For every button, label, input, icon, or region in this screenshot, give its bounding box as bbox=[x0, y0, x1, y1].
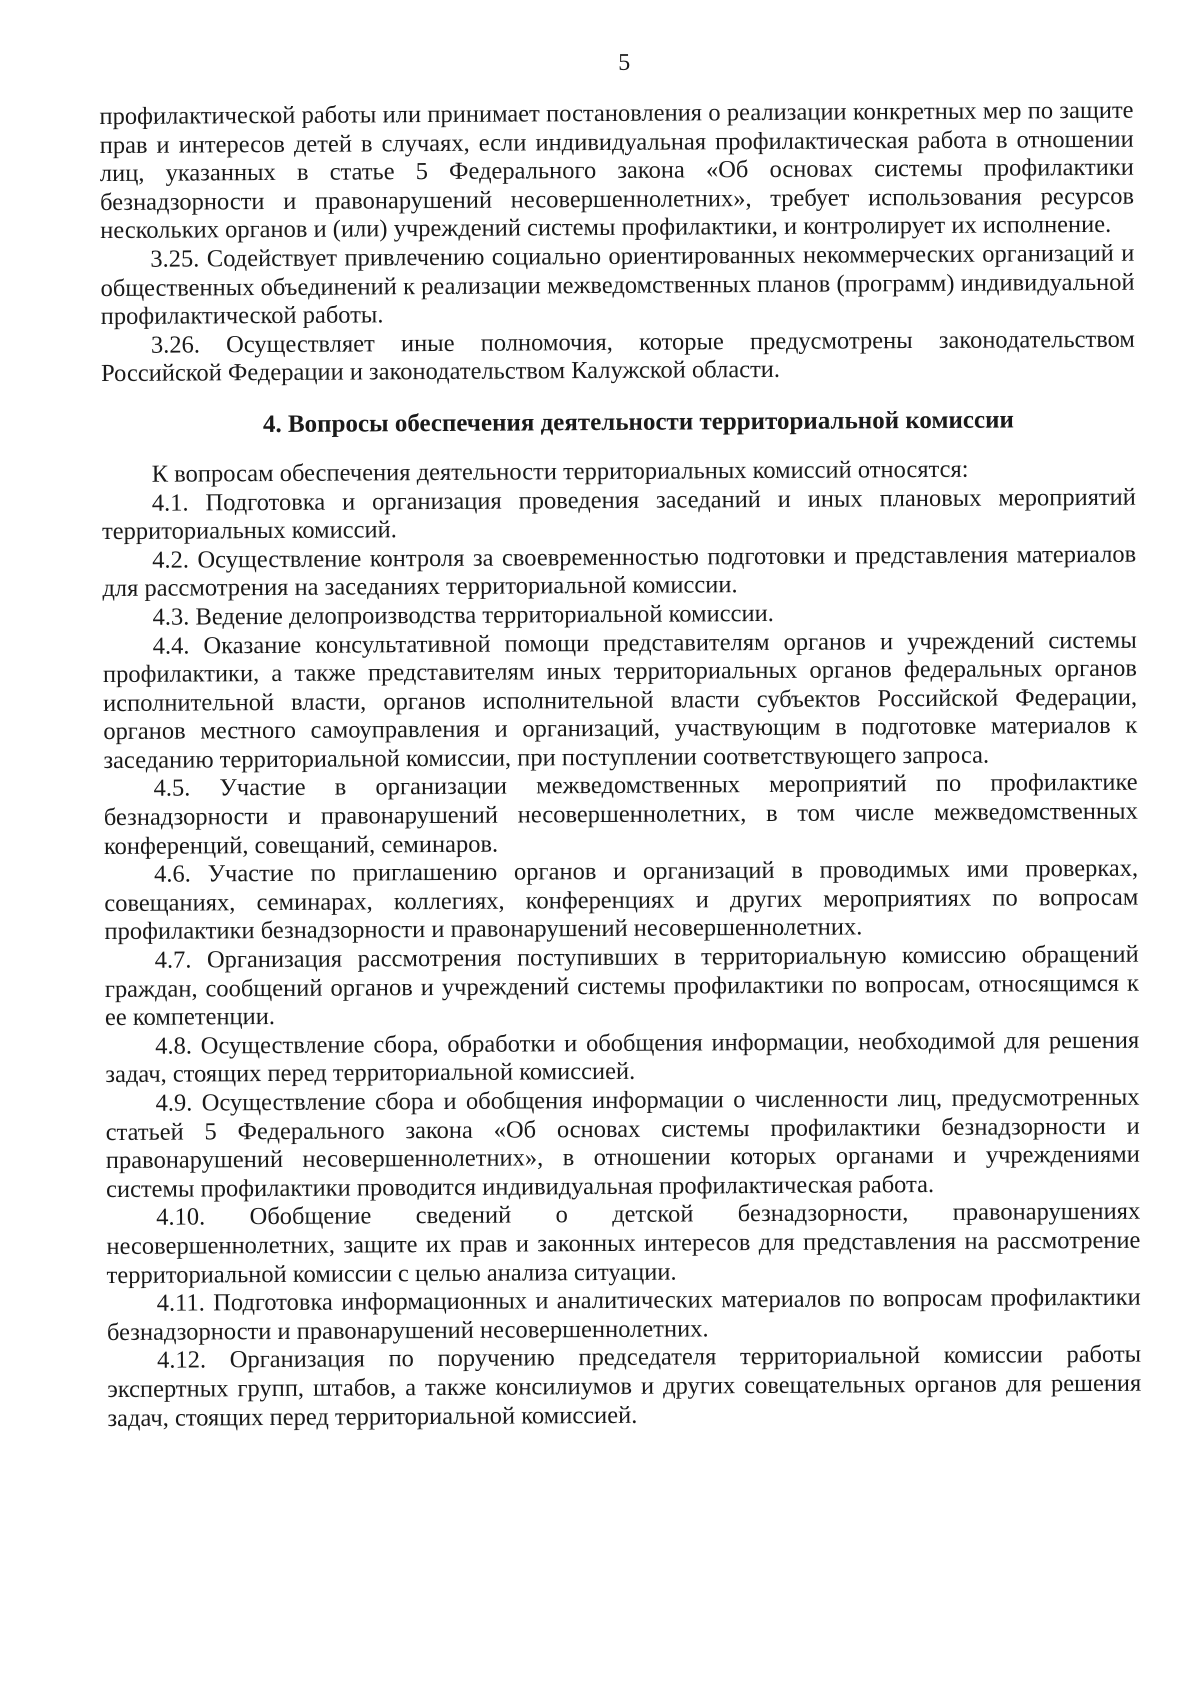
section-intro: К вопросам обеспечения деятельности территориальных комиссий относятся: bbox=[151, 455, 969, 488]
item-3-25: 3.25. Содействует привлечению социально ориентированных некоммерческих организаций и общественных объединений к реализации межведомственных планов (программ) индивидуальной профилактической работы. bbox=[100, 239, 1135, 331]
item-4-12: 4.12. Организация по поручению председателя территориальной комиссии работы экспертных групп, штабов, а также консилиумов и других совещательных органов для решения задач, стоящих перед территориальной комиссией. bbox=[107, 1341, 1142, 1432]
item-4-5: 4.5. Участие в организации межведомственных мероприятий по профилактике безнадзорности и правонарушений несовершеннолетних, в том числе межведомственных конференций, совещаний, семинаров. bbox=[103, 769, 1138, 860]
item-4-1: 4.1. Подготовка и организация проведения заседаний и иных плановых мероприятий территориальных комиссий. bbox=[101, 483, 1136, 546]
page-number: 5 bbox=[618, 49, 631, 76]
item-4-10: 4.10. Обобщение сведений о детской безнадзорности, правонарушениях несовершеннолетних, защите их прав и законных интересов для представления на рассмотрение территориальной комиссии с целью анализа ситуации. bbox=[106, 1198, 1141, 1289]
item-4-6: 4.6. Участие по приглашению органов и организаций в проводимых ими проверках, совещаниях, семинарах, коллегиях, конференциях и других мероприятиях по вопросам профилактики безнадзорности и правонарушений несовершеннолетних. bbox=[104, 854, 1139, 946]
section-heading: 4. Вопросы обеспечения деятельности территориальной комиссии bbox=[262, 406, 1014, 438]
item-3-26: 3.26. Осуществляет иные полномочия, которые предусмотрены законодательством Российской Федерации и законодательством Калужской области. bbox=[100, 325, 1135, 388]
item-4-7: 4.7. Организация рассмотрения поступивших в территориальную комиссию обращений граждан, сообщений органов и учреждений системы профилактики по вопросам, относящимся к ее компетенции. bbox=[104, 940, 1139, 1032]
item-4-8: 4.8. Осуществление сбора, обработки и обобщения информации, необходимой для решения задач, стоящих перед территориальной комиссией. bbox=[105, 1026, 1140, 1089]
item-4-9: 4.9. Осуществление сбора и обобщения информации о численности лиц, предусмотренных статьей 5 Федерального закона «Об основах системы профилактики безнадзорности и правонарушений несовершеннолетних», в отношении которых органами и учреждениями системы профилактики проводится индивидуальная профилактическая работа. bbox=[105, 1083, 1140, 1203]
continuation-paragraph: профилактической работы или принимает постановления о реализации конкретных мер по защите прав и интересов детей в случаях, если индивидуальная профилактическая работа в отношении лиц, указанных в статье 5 Федерального закона «Об основах системы профилактики безнадзорности и правонарушений несовершеннолетних», требует использования ресурсов нескольких органов и (или) учреждений системы профилактики, и контролирует их исполнение. bbox=[99, 96, 1135, 245]
item-4-3: 4.3. Ведение делопроизводства территориальной комиссии. bbox=[152, 599, 774, 631]
item-4-4: 4.4. Оказание консультативной помощи представителям органов и учреждений системы профилактики, а также представителям иных территориальных органов федеральных органов исполнительной власти, органов исполнительной власти субъектов Российской Федерации, органов местного самоуправления и организаций, участвующим в подготовке материалов к заседанию территориальной комиссии, при поступлении соответствующего запроса. bbox=[102, 626, 1138, 774]
item-4-2: 4.2. Осуществление контроля за своевременностью подготовки и представления материалов для рассмотрения на заседаниях территориальной комиссии. bbox=[102, 540, 1137, 603]
item-4-11: 4.11. Подготовка информационных и аналитических материалов по вопросам профилактики безнадзорности и правонарушений несовершеннолетних. bbox=[106, 1283, 1141, 1346]
